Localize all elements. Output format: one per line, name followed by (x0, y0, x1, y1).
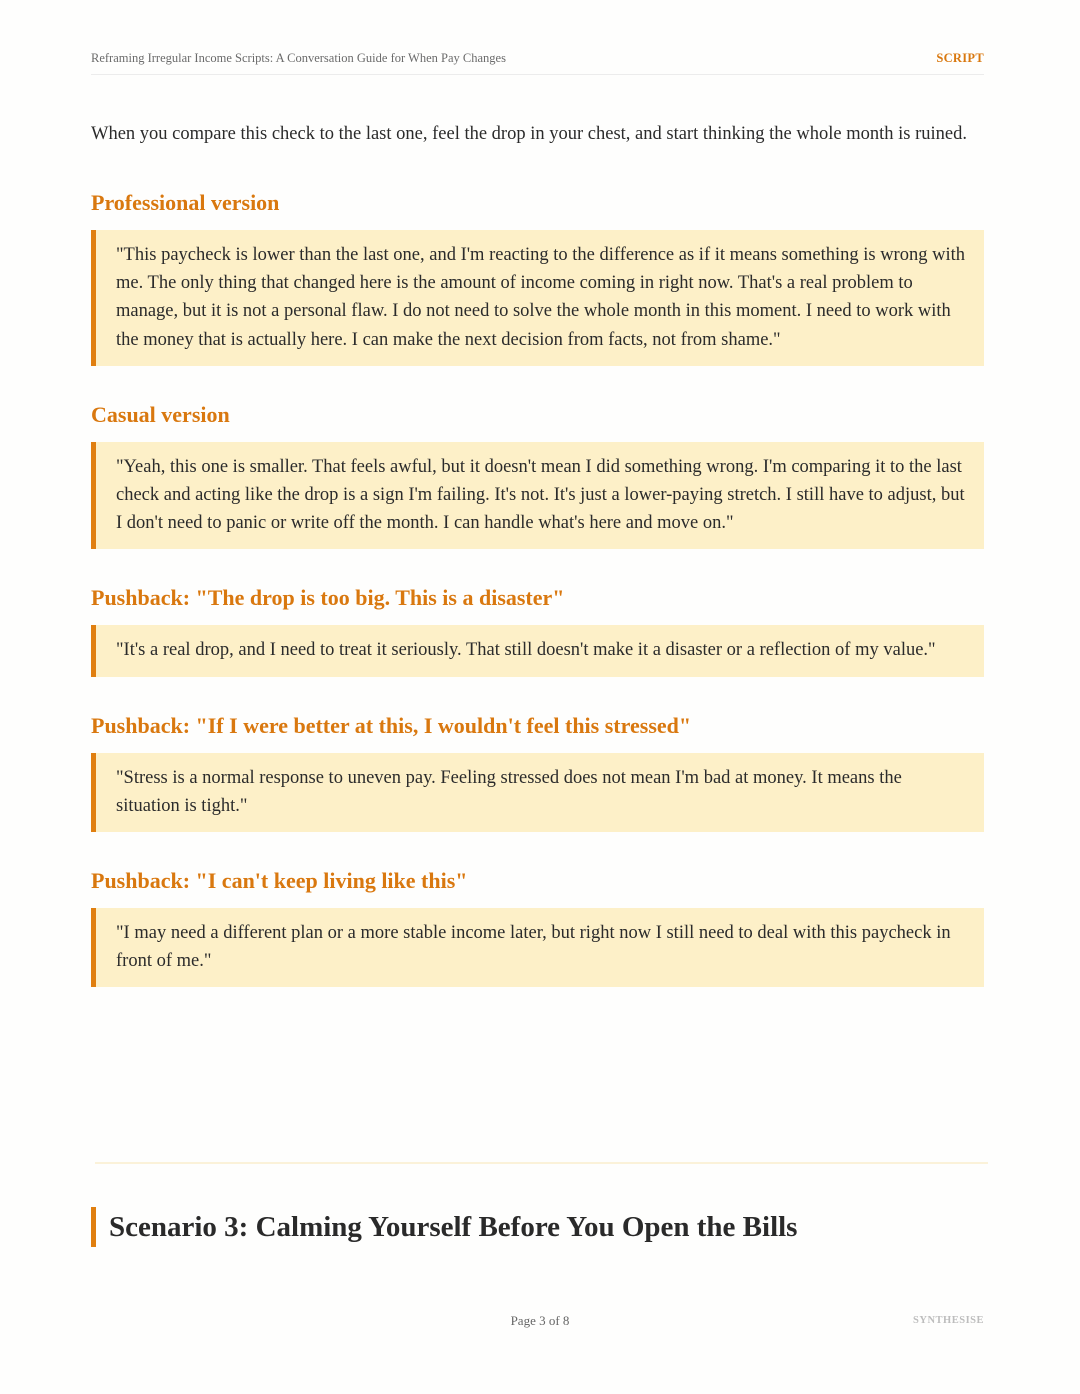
brand-mark: SYNTHESISE (913, 1315, 984, 1326)
section-heading-pushback-living: Pushback: "I can't keep living like this" (91, 868, 468, 894)
script-quote-pushback-disaster: "It's a real drop, and I need to treat it seriously. That still doesn't make it a disaster or a reflection of my value." (91, 625, 984, 676)
scenario-heading: Scenario 3: Calming Yourself Before You Open the Bills (109, 1210, 798, 1243)
section-heading-professional: Professional version (91, 190, 280, 215)
intro-paragraph: When you compare this check to the last one, feel the drop in your chest, and start thinking the whole month is ruined. (91, 124, 967, 144)
section-heading-pushback-disaster: Pushback: "The drop is too big. This is a disaster" (91, 585, 565, 611)
document-title: Reframing Irregular Income Scripts: A Conversation Guide for When Pay Changes (91, 51, 506, 65)
script-quote-professional: "This paycheck is lower than the last one, and I'm reacting to the difference as if it means something is wrong with me. The only thing that changed here is the amount of income coming in right now. That's a real problem to manage, but it is not a personal flaw. I do not need to solve the whole month in this moment. I need to work with the money that is actually here. I can make the next decision from facts, not from shame." (91, 230, 984, 366)
scenario-heading-block (91, 1207, 797, 1247)
section-tag: SCRIPT (936, 51, 984, 65)
section-divider (95, 1162, 988, 1164)
script-quote-casual: "Yeah, this one is smaller. That feels awful, but it doesn't mean I did something wrong. I'm comparing it to the last check and acting like the drop is a sign I'm failing. It's not. It's just a lower-paying stretch. I still have to adjust, but I don't need to panic or write off the month. I can handle what's here and move on." (91, 442, 984, 550)
script-quote-pushback-stressed: "Stress is a normal response to uneven pay. Feeling stressed does not mean I'm bad at money. It means the situation is tight." (91, 753, 984, 832)
script-quote-pushback-living: "I may need a different plan or a more stable income later, but right now I still need to deal with this paycheck in front of me." (91, 908, 984, 987)
page-number: Page 3 of 8 (510, 1313, 570, 1328)
page-header (91, 51, 984, 75)
section-heading-casual: Casual version (91, 401, 230, 427)
main-content (91, 120, 984, 987)
section-heading-pushback-stressed: Pushback: "If I were better at this, I wouldn't feel this stressed" (91, 712, 692, 738)
